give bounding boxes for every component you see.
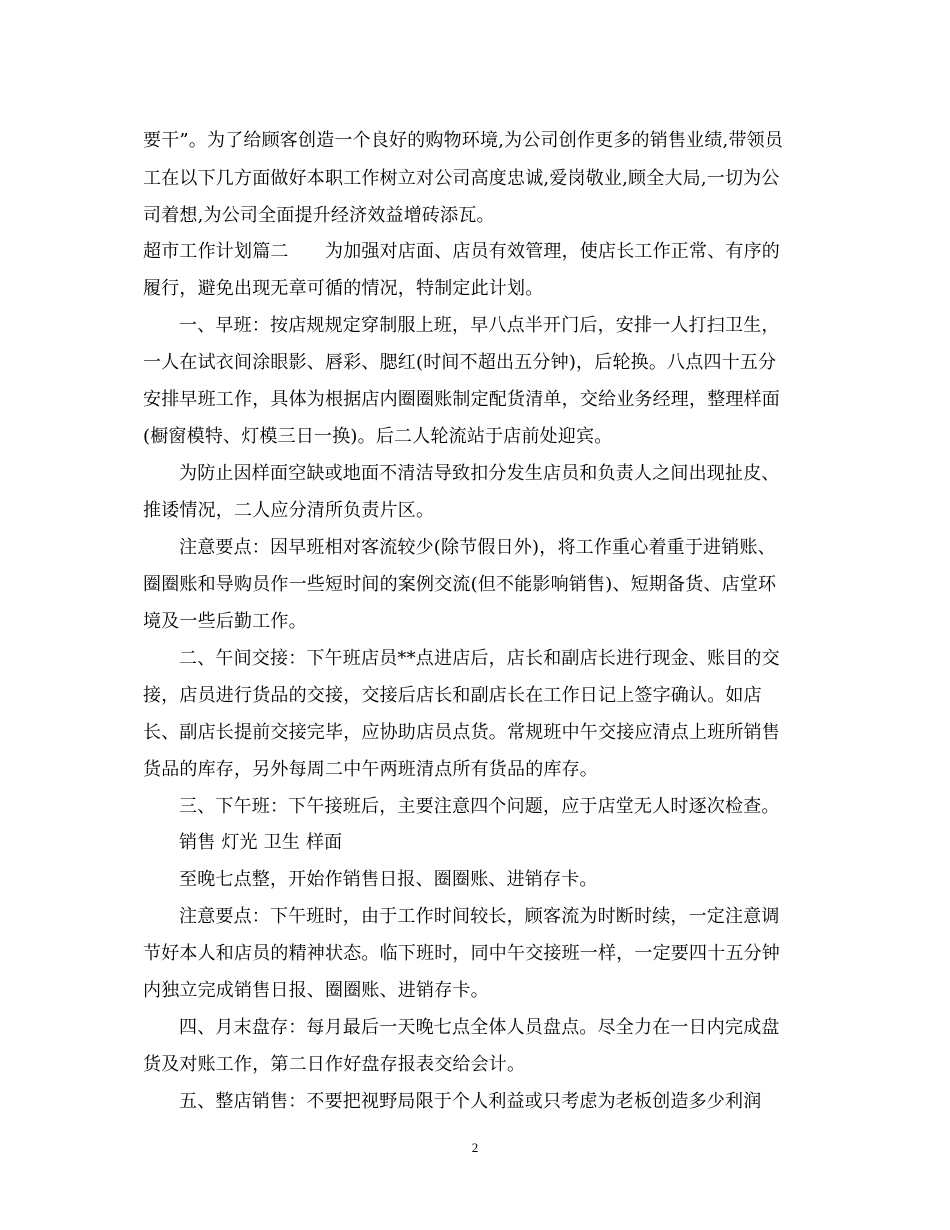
text-line: 推诿情况，二人应分清所负责片区。: [143, 500, 435, 521]
paragraph-start-line: 五、整店销售：不要把视野局限于个人利益或只考虑为老板创造多少利润: [179, 1091, 762, 1112]
text-line: 一人在试衣间涂眼影、唇彩、腮红(时间不超出五分钟)，后轮换。八点四十五分: [143, 352, 777, 373]
checklist-line: 销售 灯光 卫生 样面: [179, 832, 343, 853]
text-line: 节好本人和店员的精神状态。临下班时，同中午交接班一样，一定要四十五分钟: [143, 943, 780, 964]
text-line: 接，店员进行货品的交接，交接后店长和副店长在工作日记上签字确认。如店: [143, 685, 762, 706]
text-line: 安排早班工作，具体为根据店内圈圈账制定配货清单，交给业务经理，整理样面: [143, 389, 780, 410]
paragraph-start-line: 注意要点：下午班时，由于工作时间较长，顾客流为时断时续，一定注意调: [179, 906, 780, 927]
paragraph-start-line: 二、午间交接：下午班店员**点进店后，店长和副店长进行现金、账目的交: [179, 648, 780, 669]
section-heading-line: 超市工作计划篇二 为加强对店面、店员有效管理，使店长工作正常、有序的: [143, 241, 780, 262]
text-line: 内独立完成销售日报、圈圈账、进销存卡。: [143, 980, 489, 1001]
text-line: 司着想,为公司全面提升经济效益增砖添瓦。: [143, 205, 495, 226]
text-line: 要干”。为了给顾客创造一个良好的购物环境,为公司创作更多的销售业绩,带领员: [143, 130, 784, 151]
text-line: 圈圈账和导购员作一些短时间的案例交流(但不能影响销售)、短期备货、店堂环: [143, 574, 777, 595]
text-line: 履行，避免出现无章可循的情况，特制定此计划。: [143, 278, 544, 299]
text-line: 长、副店长提前交接完毕，应协助店员点货。常规班中午交接应清点上班所销售: [143, 722, 780, 743]
text-line: 货及对账工作，第二日作好盘存报表交给会计。: [143, 1054, 526, 1075]
paragraph-start-line: 三、下午班：下午接班后，主要注意四个问题，应于店堂无人时逐次检查。: [179, 796, 780, 817]
page-number: 2: [471, 1140, 479, 1155]
text-line: 工在以下几方面做好本职工作树立对公司高度忠诚,爱岗敬业,顾全大局,一切为公: [143, 168, 780, 189]
paragraph-start-line: 为防止因样面空缺或地面不清洁导致扣分发生店员和负责人之间出现扯皮、: [179, 463, 780, 484]
paragraph-start-line: 一、早班：按店规规定穿制服上班，早八点半开门后，安排一人打扫卫生，: [179, 315, 780, 336]
paragraph-start-line: 四、月末盘存：每月最后一天晚七点全体人员盘点。尽全力在一日内完成盘: [179, 1017, 780, 1038]
paragraph-start-line: 注意要点：因早班相对客流较少(除节假日外)，将工作重心着重于进销账、: [179, 537, 776, 558]
text-line: (橱窗模特、灯模三日一换)。后二人轮流站于店前处迎宾。: [143, 426, 613, 447]
text-line: 境及一些后勤工作。: [143, 611, 307, 632]
text-line: 货品的库存，另外每周二中午两班清点所有货品的库存。: [143, 759, 598, 780]
paragraph-start-line: 至晚七点整，开始作销售日报、圈圈账、进销存卡。: [179, 869, 598, 890]
